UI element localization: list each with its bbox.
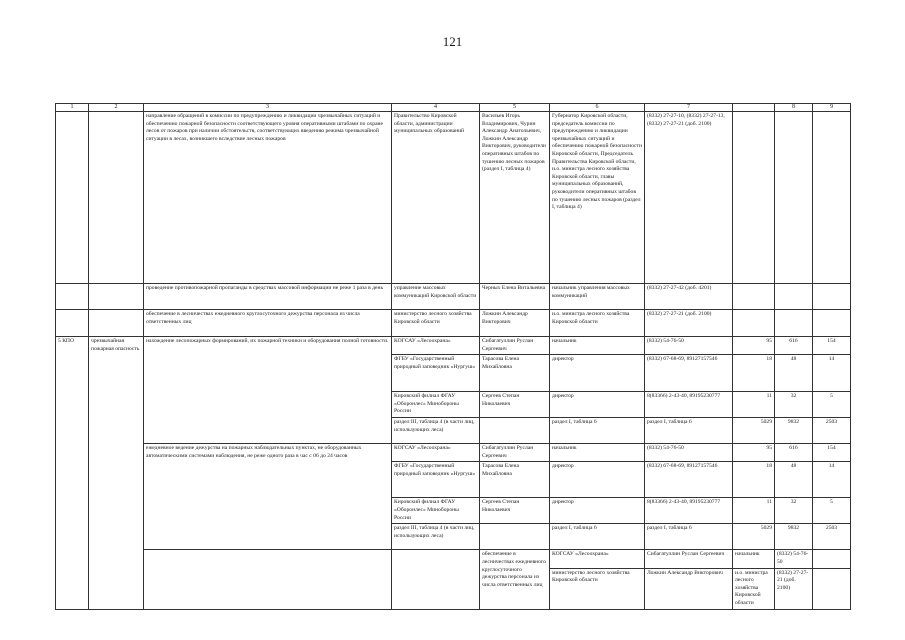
person-cell bbox=[480, 418, 550, 444]
count-cell: 95 bbox=[733, 444, 775, 462]
count-cell: 616 bbox=[775, 337, 813, 355]
count-cell bbox=[775, 310, 813, 337]
table-row bbox=[56, 284, 851, 310]
hazard-cell: чрезвычайная пожарная опасность bbox=[89, 337, 144, 610]
count-cell: 5 bbox=[813, 498, 851, 524]
person-cell bbox=[480, 524, 550, 550]
person-cell: Ложкин Александр Викторович bbox=[645, 568, 733, 609]
count-cell: 154 bbox=[813, 337, 851, 355]
count-cell bbox=[813, 568, 851, 609]
header-cell: 5 bbox=[480, 104, 550, 112]
position-cell: раздел I, таблица 6 bbox=[550, 524, 645, 550]
class-cell bbox=[144, 550, 392, 609]
count-cell: 5029 bbox=[733, 418, 775, 444]
class-cell bbox=[56, 310, 89, 337]
table-header-row bbox=[56, 104, 851, 112]
executor-cell: министерство лесного хозяйства Кировской области bbox=[550, 568, 645, 609]
count-cell: 2503 bbox=[813, 418, 851, 444]
phone-cell: (8332) 27-27-21 (доб. 2100) bbox=[645, 310, 733, 337]
count-cell bbox=[813, 284, 851, 310]
count-cell: 616 bbox=[775, 444, 813, 462]
header-cell bbox=[733, 104, 775, 112]
person-cell: Тарасова Елена Михайловна bbox=[480, 462, 550, 498]
count-cell bbox=[813, 112, 851, 284]
header-cell: 3 bbox=[144, 104, 392, 112]
count-cell: 32 bbox=[775, 392, 813, 418]
class-cell bbox=[56, 284, 89, 310]
count-cell: 9832 bbox=[775, 418, 813, 444]
person-cell: Сибагатуллин Руслан Сергеевич bbox=[645, 550, 733, 568]
executor-cell: КОГСАУ «Лесоохрана» bbox=[550, 550, 645, 568]
count-cell: 95 bbox=[733, 337, 775, 355]
phone-cell: раздел I, таблица 6 bbox=[645, 418, 733, 444]
executor-cell: Кировский филиал ФГАУ «Оборонлес» Минобороны России bbox=[392, 392, 480, 418]
count-cell bbox=[733, 112, 775, 284]
measure-cell: проведение противопожарной пропаганды в средствах массовой информации не реже 1 раза в день bbox=[144, 284, 392, 310]
person-cell: Сибагатуллин Руслан Сергеевич bbox=[480, 444, 550, 462]
phone-cell: 8(83366) 2-43-40, 89195230777 bbox=[645, 498, 733, 524]
measure-cell: ежедневное ведение дежурства на пожарных наблюдательных пунктах, не оборудованных автоматическими системами наблюдения, не реже одного раза в час с 06 до 24 часов bbox=[144, 444, 392, 550]
count-cell: 18 bbox=[733, 355, 775, 392]
position-cell: и.о. министра лесного хозяйства Кировской области bbox=[550, 310, 645, 337]
count-cell: 32 bbox=[775, 498, 813, 524]
count-cell: 14 bbox=[813, 355, 851, 392]
count-cell bbox=[775, 112, 813, 284]
count-cell: 5029 bbox=[733, 524, 775, 550]
measure-cell: направление обращений в комиссии по предупреждению и ликвидации чрезвычайных ситуаций и обеспечению пожарной безопасности соответствующего уровня оперативными штабами по охране лесов от пожаров при наличии обстоятельств, соответствующих введению режима чрезвычайной ситуации в лесах, возникшего вследствие лесных пожаров bbox=[144, 112, 392, 284]
executor-cell: ФГБУ «Государственный природный заповедник «Нургуш» bbox=[392, 355, 480, 392]
count-cell bbox=[733, 284, 775, 310]
position-cell: начальник bbox=[550, 444, 645, 462]
count-cell: 2503 bbox=[813, 524, 851, 550]
executor-cell: Правительство Кировской области, администрации муниципальных образований bbox=[392, 112, 480, 284]
class-cell bbox=[56, 112, 89, 284]
count-cell: 14 bbox=[813, 462, 851, 498]
executor-cell: КОГСАУ «Лесоохрана» bbox=[392, 337, 480, 355]
person-cell: Тарасова Елена Михайловна bbox=[480, 355, 550, 392]
hazard-cell bbox=[89, 112, 144, 284]
count-cell: 11 bbox=[733, 498, 775, 524]
phone-cell: (8332) 27-27-10, (8332) 27-27-13, (8332) 27-27-21 (доб. 2100) bbox=[645, 112, 733, 284]
table-row bbox=[56, 444, 851, 462]
header-cell: 8 bbox=[775, 104, 813, 112]
header-cell: 2 bbox=[89, 104, 144, 112]
count-cell: 5 bbox=[813, 392, 851, 418]
person-cell: Сергеев Степан Николаевич bbox=[480, 392, 550, 418]
position-cell: начальник управления массовых коммуникаций bbox=[550, 284, 645, 310]
hazard-cell bbox=[89, 284, 144, 310]
header-cell: 9 bbox=[813, 104, 851, 112]
executor-cell: Кировский филиал ФГАУ «Оборонлес» Минобороны России bbox=[392, 498, 480, 524]
position-cell: раздел I, таблица 6 bbox=[550, 418, 645, 444]
position-cell: начальник bbox=[733, 550, 775, 568]
person-cell: Ложкин Александр Викторович bbox=[480, 310, 550, 337]
executor-cell: министерство лесного хозяйства Кировской области bbox=[392, 310, 480, 337]
measures-table bbox=[55, 103, 851, 610]
count-cell: 48 bbox=[775, 462, 813, 498]
executor-cell: КОГСАУ «Лесоохрана» bbox=[392, 444, 480, 462]
count-cell: 11 bbox=[733, 392, 775, 418]
position-cell: директор bbox=[550, 392, 645, 418]
count-cell bbox=[813, 310, 851, 337]
person-cell: Васильев Игорь Владимирович, Чурин Александр Анатольевич, Ложкин Александр Викторович, руководители оперативных штабов по тушению лесных пожаров (раздел I, таблица 4) bbox=[480, 112, 550, 284]
position-cell: директор bbox=[550, 462, 645, 498]
header-cell: 1 bbox=[56, 104, 89, 112]
person-cell: Сергеев Степан Николаевич bbox=[480, 498, 550, 524]
measure-cell: нахождение лесопожарных формирований, их пожарной техники и оборудования полной готовности. bbox=[144, 337, 392, 444]
table-row bbox=[56, 310, 851, 337]
count-cell bbox=[775, 284, 813, 310]
executor-cell: раздел III, таблица 4 (в части лиц, использующих леса) bbox=[392, 524, 480, 550]
header-cell: 7 bbox=[645, 104, 733, 112]
count-cell: 48 bbox=[775, 355, 813, 392]
executor-cell: раздел III, таблица 4 (в части лиц, использующих леса) bbox=[392, 418, 480, 444]
person-cell: Сибагатуллин Руслан Сергеевич bbox=[480, 337, 550, 355]
count-cell: 18 bbox=[733, 462, 775, 498]
hazard-cell bbox=[89, 310, 144, 337]
table-row bbox=[56, 550, 851, 568]
phone-cell: (8332) 27-27-21 (доб. 2100) bbox=[775, 568, 813, 609]
table-row bbox=[56, 112, 851, 284]
position-cell: и.о. министра лесного хозяйства Кировской области bbox=[733, 568, 775, 609]
header-cell: 6 bbox=[550, 104, 645, 112]
hazard-cell bbox=[392, 550, 480, 609]
executor-cell: управление массовых коммуникаций Кировской области bbox=[392, 284, 480, 310]
position-cell: директор bbox=[550, 498, 645, 524]
phone-cell: (8332) 67-68-69, 89127157546 bbox=[645, 462, 733, 498]
count-cell bbox=[733, 310, 775, 337]
count-cell: 9832 bbox=[775, 524, 813, 550]
measure-cell: обеспечение в лесничествах ежедневного круглосуточного дежурства персонала из числа ответственных лиц bbox=[480, 550, 550, 609]
measure-cell: обеспечение в лесничествах ежедневного круглосуточного дежурства персонала из числа ответственных лиц bbox=[144, 310, 392, 337]
executor-cell: ФГБУ «Государственный природный заповедник «Нургуш» bbox=[392, 462, 480, 498]
phone-cell: 8(83366) 2-43-40, 89195230777 bbox=[645, 392, 733, 418]
phone-cell: (8332) 54-76-50 bbox=[775, 550, 813, 568]
person-cell: Черных Елена Витальевна bbox=[480, 284, 550, 310]
phone-cell: раздел I, таблица 6 bbox=[645, 524, 733, 550]
phone-cell: (8332) 54-76-50 bbox=[645, 444, 733, 462]
count-cell bbox=[813, 550, 851, 568]
table-row bbox=[56, 337, 851, 355]
header-cell: 4 bbox=[392, 104, 480, 112]
position-cell: директор bbox=[550, 355, 645, 392]
phone-cell: (8332) 27-27-42 (доб. 4201) bbox=[645, 284, 733, 310]
position-cell: Губернатор Кировской области, председатель комиссии по предупреждению и ликвидации чрезвычайных ситуаций и обеспечению пожарной безопасности Кировской области, Председатель Правительства Кировской области, и.о. министра лесного хозяйства Кировской области, главы муниципальных образований, руководители оперативных штабов по тушению лесных пожаров (раздел I, таблица 4) bbox=[550, 112, 645, 284]
count-cell: 154 bbox=[813, 444, 851, 462]
page-number: 121 bbox=[442, 34, 463, 49]
phone-cell: (8332) 67-68-69, 89127157546 bbox=[645, 355, 733, 392]
position-cell: начальник bbox=[550, 337, 645, 355]
class-cell: 5 КПО bbox=[56, 337, 89, 610]
phone-cell: (8332) 54-76-50 bbox=[645, 337, 733, 355]
